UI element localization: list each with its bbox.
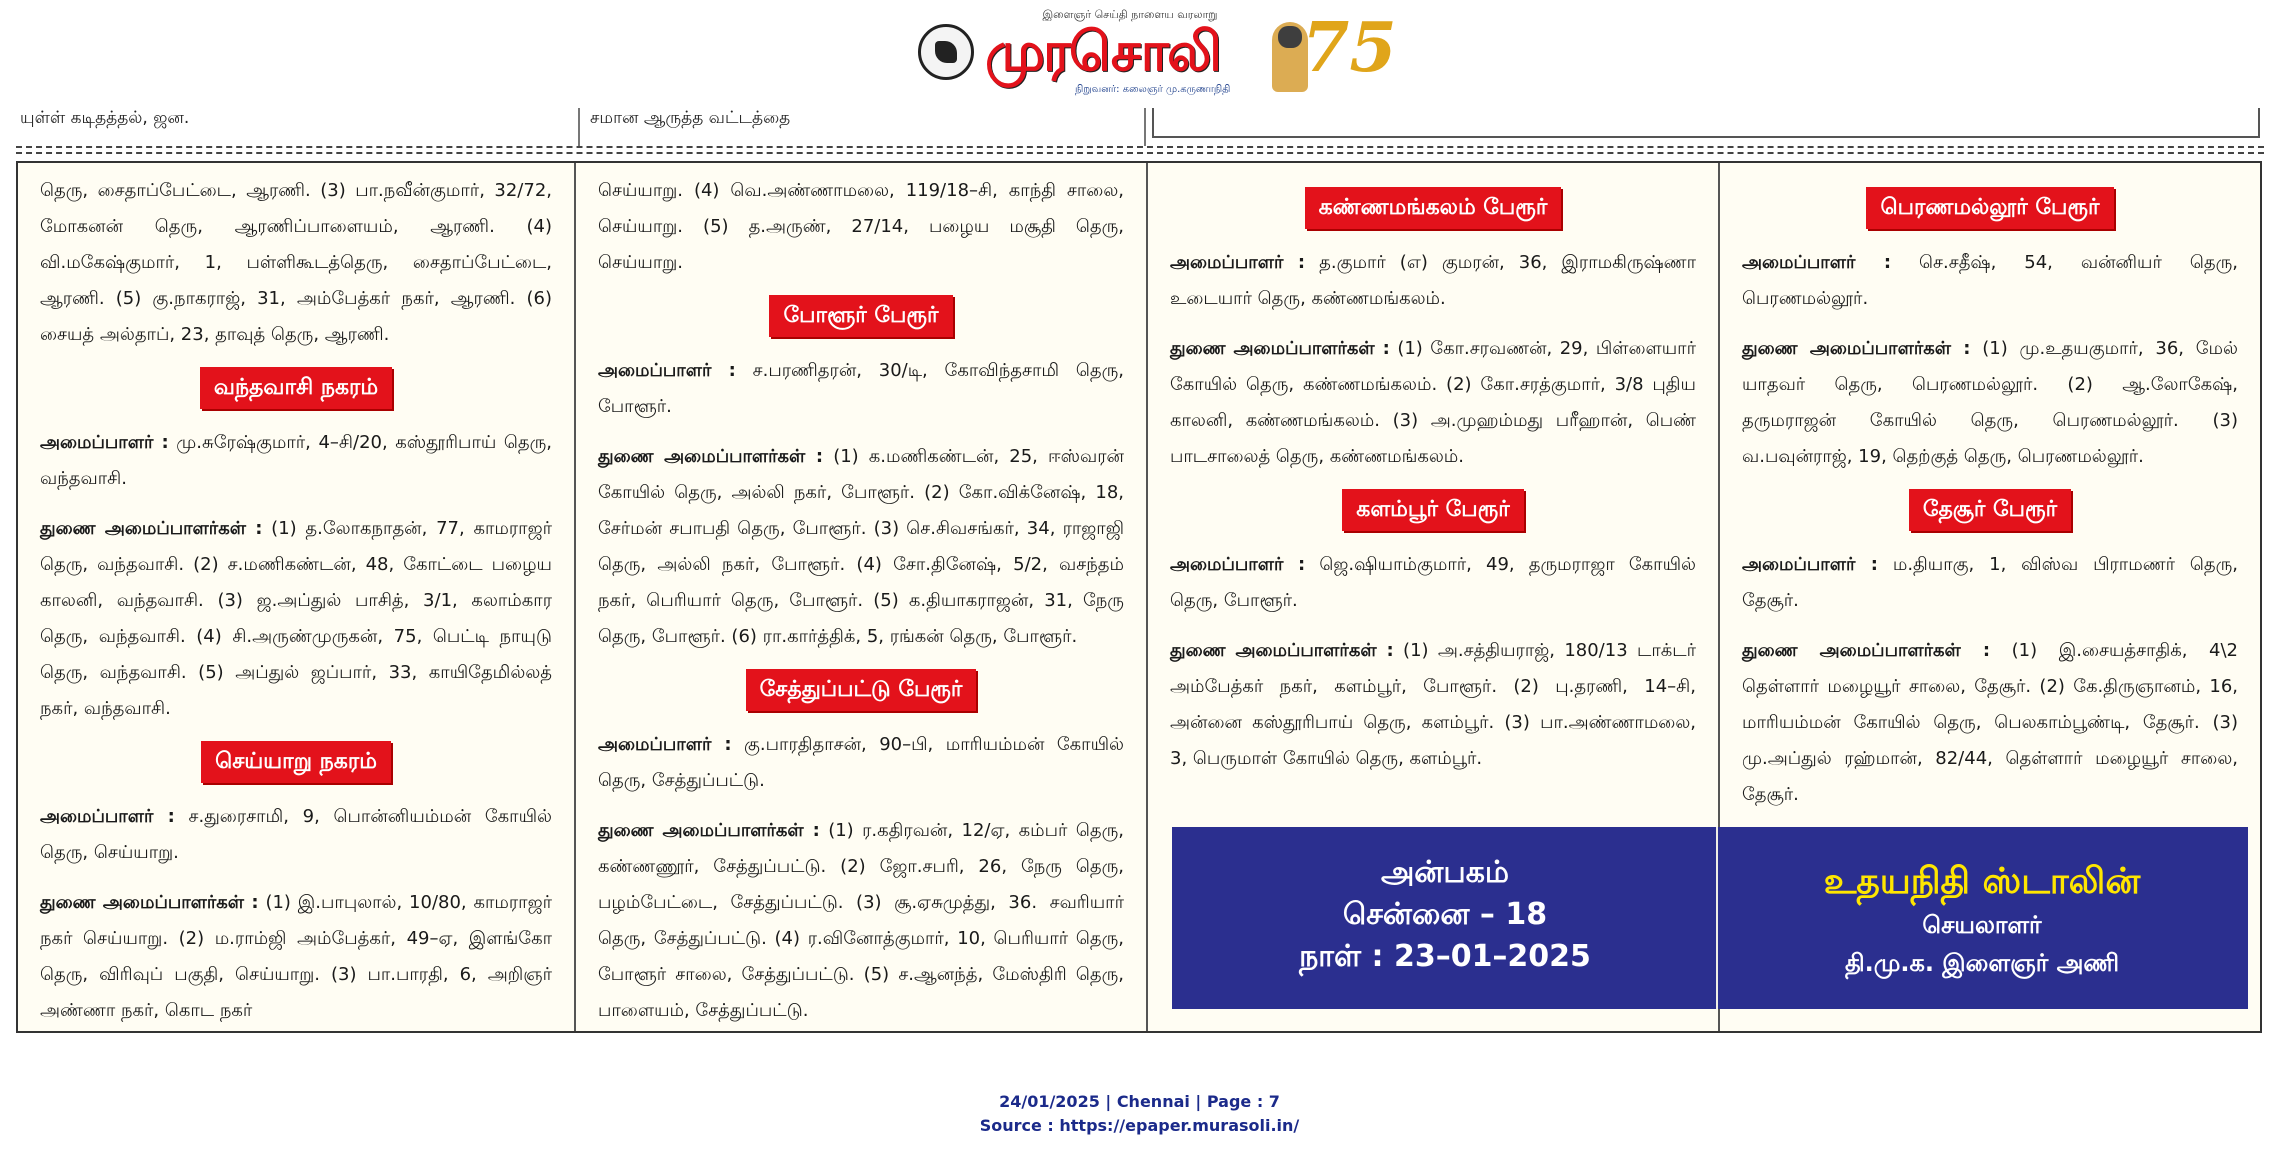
label-organiser: அமைப்பாளர் :	[598, 360, 736, 381]
deputies-text: (1) இ.பாபுலால், 10/80, காமராஜர் நகர் செய்யாறு. (2) ம.ராம்ஜி அம்பேத்கர், 49–ஏ, இளங்கோ தெரு, விரிவுப் பகுதி, செய்யாறு. (3) பா.பாரதி, 6, அறிஞர் அண்ணா நகர், கொட நகர்	[40, 892, 552, 1021]
organiser-text: கு.பாரதிதாசன், 90–பி, மாரியம்மன் கோயில் தெரு, சேத்துப்பட்டு.	[598, 734, 1125, 791]
heading-peranamallur: பெரணமல்லூர் பேரூர்	[1866, 187, 2113, 229]
section-heading	[1742, 187, 2238, 229]
label-organiser: அமைப்பாளர் :	[1742, 554, 1878, 575]
organiser-text: ம.தியாகு, 1, விஸ்வ பிராமணர் தெரு, தேசூர்.	[1742, 554, 2239, 611]
label-organiser: அமைப்பாளர் :	[598, 734, 732, 755]
deputy-paragraph	[598, 439, 1124, 655]
label-deputies: துணை அமைப்பாளர்கள் :	[1742, 640, 1991, 661]
masthead-subtitle: நிறுவனர்: கலைஞர் மு.கருணாநிதி	[1075, 84, 1231, 95]
organiser-text: செ.சதீஷ், 54, வன்னியர் தெரு, பெரணமல்லூர்.	[1742, 252, 2238, 309]
label-organiser: அமைப்பாளர் :	[1170, 554, 1306, 575]
label-organiser: அமைப்பாளர் :	[1170, 252, 1306, 273]
dashed-rule-bottom	[16, 152, 2264, 154]
label-deputies: துணை அமைப்பாளர்கள் :	[598, 820, 820, 841]
label-deputies: துணை அமைப்பாளர்கள் :	[1742, 338, 1971, 359]
column-2	[576, 163, 1148, 1031]
deputies-text: (1) த.லோகநாதன், 77, காமராஜர் தெரு, வந்தவாசி. (2) ச.மணிகண்டன், 48, கோட்டை பழைய காலனி, வந்தவாசி. (3) ஜ.அப்துல் பாசித், 3/1, கலாம்கார தெரு, வந்தவாசி. (4) சி.அருண்முருகன், 75, பெட்டி நாயுடு தெரு, வந்தவாசி. (5) அப்துல் ஜப்பார், 33, காயிதேமில்லத் நகர், வந்தவாசி.	[40, 518, 552, 719]
heading-cheyyar: செய்யாறு நகரம்	[201, 741, 391, 783]
masthead-title: முரசொலி	[985, 20, 1220, 83]
signature-divider	[1716, 827, 1718, 1009]
section-heading	[1170, 489, 1696, 531]
organiser-paragraph	[598, 727, 1124, 799]
prev-article-fragment-mid: சமான ஆருத்த வட்டத்தை	[590, 108, 791, 128]
section-heading	[1170, 187, 1696, 229]
footer-source-link[interactable]: Source : https://epaper.murasoli.in/	[979, 1116, 1300, 1135]
deputy-paragraph	[40, 885, 552, 1029]
column-divider	[578, 108, 580, 146]
deputies-text: (1) க.மணிகண்டன், 25, ஈஸ்வரன் கோயில் தெரு, அல்லி நகர், போளூர். (2) கோ.விக்னேஷ், 18, சேர்மன் சபாபதி தெரு, போளூர். (3) செ.சிவசங்கர், 34, ராஜாஜி தெரு, அல்லி நகர், போளூர். (4) சோ.தினேஷ், 5/2, வசந்தம் நகர், பெரியார் தெரு, போளூர். (5) க.தியாகராஜன், 31, நேரு தெரு, போளூர். (6) ரா.கார்த்திக், 5, ரங்கன் தெரு, போளூர்.	[598, 446, 1124, 647]
organiser-paragraph	[40, 425, 552, 497]
deputies-text: (1) மு.உதயகுமார், 36, மேல் யாதவர் தெரு, பெரணமல்லூர். (2) ஆ.லோகேஷ், தருமராஜன் கோயில் தெரு, பெரணமல்லூர். (3) வ.பவுன்ராஜ், 19, தெற்குத் தெரு, பெரணமல்லூர்.	[1742, 338, 2238, 467]
emblem-logo-icon	[918, 24, 974, 80]
organiser-paragraph	[40, 799, 552, 871]
organiser-text: த.குமார் (எ) குமரன், 36, இராமகிருஷ்ணா உடையார் தெரு, கண்ணமங்கலம்.	[1170, 252, 1696, 309]
label-deputies: துணை அமைப்பாளர்கள் :	[40, 518, 263, 539]
deputies-text: (1) அ.சத்தியராஜ், 180/13 டாக்டர் அம்பேத்கர் நகர், களம்பூர், போளூர். (2) பு.தரணி, 14–சி, அன்னை கஸ்தூரிபாய் தெரு, களம்பூர். (3) பா.அண்ணாமலை, 3, பெருமாள் கோயில் தெரு, களம்பூர்.	[1170, 640, 1696, 769]
heading-chetpet: சேத்துப்பட்டு பேரூர்	[746, 669, 977, 711]
deputy-paragraph	[1170, 331, 1696, 475]
signatory-name: உதயநிதி ஸ்டாலின்	[1823, 861, 2141, 902]
signatory-role: செயலாளர்	[1922, 911, 2042, 939]
organiser-paragraph	[1742, 245, 2238, 317]
page-footer	[0, 1090, 2279, 1138]
prev-article-fragment-left: யுள்ள் கடிதத்தல், ஜன.	[20, 108, 190, 128]
deputy-paragraph	[1170, 633, 1696, 777]
dashed-rule-top	[16, 146, 2264, 148]
section-heading	[1742, 489, 2238, 531]
organiser-text: ஜெ.ஷியாம்குமார், 49, தருமராஜா கோயில் தெரு, போளூர்.	[1170, 554, 1696, 611]
organiser-text: ச.பரணிதரன், 30/டி, கோவிந்தசாமி தெரு, போளூர்.	[598, 360, 1124, 417]
section-heading	[40, 741, 552, 783]
section-heading	[598, 669, 1124, 711]
deputy-paragraph	[598, 813, 1124, 1029]
deputies-text: (1) ர.கதிரவன், 12/ஏ, கம்பர் தெரு, கண்ணணூர், சேத்துப்பட்டு. (2) ஜோ.சபரி, 26, நேரு தெரு, பழம்பேட்டை, சேத்துப்பட்டு. (3) சூ.ஏசுமுத்து, 36. சவரியார் தெரு, சேத்துப்பட்டு. (4) ர.வினோத்குமார், 10, பெரியார் தெரு, போளூர் சாலை, சேத்துப்பட்டு. (5) ச.ஆனந்த், மேஸ்திரி தெரு, பாளையம், சேத்துப்பட்டு.	[598, 820, 1124, 1021]
label-organiser: அமைப்பாளர் :	[40, 806, 175, 827]
organiser-paragraph	[1170, 547, 1696, 619]
deputy-paragraph	[1742, 633, 2238, 813]
organiser-paragraph	[1170, 245, 1696, 317]
column-divider	[1144, 108, 1146, 146]
signatory-org: தி.மு.க. இளைஞர் அணி	[1844, 949, 2120, 977]
label-deputies: துணை அமைப்பாளர்கள் :	[40, 892, 259, 913]
deputy-paragraph	[1742, 331, 2238, 475]
signature-office: அன்பகம்	[1380, 855, 1510, 890]
organiser-paragraph	[1742, 547, 2238, 619]
prev-article-box-edge	[1152, 108, 2260, 138]
heading-kannamangalam: கண்ணமங்கலம் பேரூர்	[1305, 187, 1562, 229]
label-organiser: அமைப்பாளர் :	[40, 432, 169, 453]
section-heading	[40, 367, 552, 409]
column-1	[18, 163, 576, 1031]
deputies-text: (1) இ.சையத்சாதிக், 4\2 தெள்ளார் மழையூர் சாலை, தேசூர். (2) கே.திருஞானம், 16, மாரியம்மன் கோயில் தெரு, பெலகாம்பூண்டி, தேசூர். (3) மு.அப்துல் ரஹ்மான், 82/44, தெள்ளார் மழையூர் சாலை, தேசூர்.	[1742, 640, 2238, 805]
heading-kalambur: களம்பூர் பேரூர்	[1342, 489, 1524, 531]
deputy-paragraph	[40, 511, 552, 727]
label-deputies: துணை அமைப்பாளர்கள் :	[598, 446, 824, 467]
footer-date-page: 24/01/2025 | Chennai | Page : 7	[999, 1092, 1280, 1111]
signature-city: சென்னை – 18	[1342, 897, 1548, 932]
masthead-tagline: இளைஞர் செய்தி நாளைய வரலாறு	[1042, 8, 1218, 21]
label-deputies: துணை அமைப்பாளர்கள் :	[1170, 640, 1394, 661]
signatory-block	[1722, 858, 2242, 982]
signature-place-date	[1180, 852, 1710, 978]
paragraph: செய்யாறு. (4) வெ.அண்ணாமலை, 119/18–சி, காந்தி சாலை, செய்யாறு. (5) த.அருண், 27/14, பழைய மசூதி தெரு, செய்யாறு.	[598, 180, 1124, 273]
label-organiser: அமைப்பாளர் :	[1742, 252, 1892, 273]
signature-date: நாள் : 23–01–2025	[1299, 939, 1591, 974]
heading-desur: தேசூர் பேரூர்	[1909, 489, 2071, 531]
organiser-text: ச.துரைசாமி, 9, பொன்னியம்மன் கோயில் தெரு, செய்யாறு.	[40, 806, 552, 863]
anniversary-badge: 75	[1302, 8, 1397, 88]
heading-polur: போளூர் பேரூர்	[769, 295, 952, 337]
heading-vandavasi: வந்தவாசி நகரம்	[200, 367, 392, 409]
organiser-paragraph	[598, 353, 1124, 425]
paragraph: தெரு, சைதாப்பேட்டை, ஆரணி. (3) பா.நவீன்குமார், 32/72, மோகனன் தெரு, ஆரணிப்பாளையம், ஆரணி. (4) வி.மகேஷ்குமார், 1, பள்ளிகூடத்தெரு, சைதாப்பேட்டை, ஆரணி. (5) கு.நாகராஜ், 31, அம்பேத்கர் நகர், ஆரணி. (6) சையத் அல்தாப், 23, தாவுத் தெரு, ஆரணி.	[40, 180, 552, 345]
section-heading	[598, 295, 1124, 337]
organiser-text: மு.சுரேஷ்குமார், 4–சி/20, கஸ்தூரிபாய் தெரு, வந்தவாசி.	[40, 432, 552, 489]
deputies-text: (1) கோ.சரவணன், 29, பிள்ளையார் கோயில் தெரு, கண்ணமங்கலம். (2) கோ.சரத்குமார், 3/8 புதிய காலனி, கண்ணமங்கலம். (3) அ.முஹம்மது பரீஹான், பெண் பாடசாலைத் தெரு, கண்ணமங்கலம்.	[1170, 338, 1696, 467]
label-deputies: துணை அமைப்பாளர்கள் :	[1170, 338, 1390, 359]
